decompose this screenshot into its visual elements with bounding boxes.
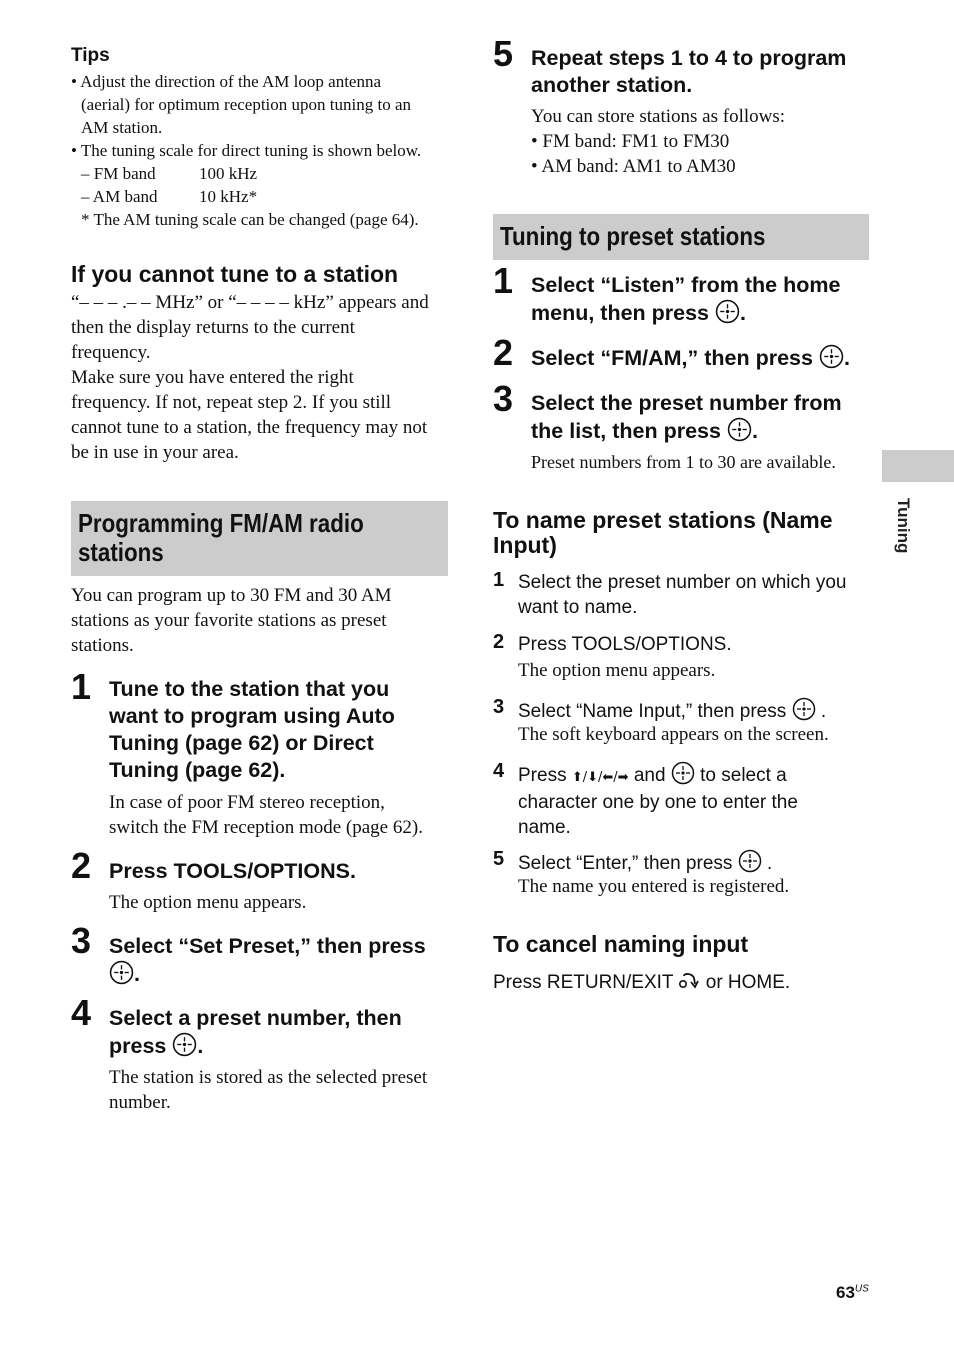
name-step-number-4: 4 (493, 760, 505, 782)
step-1-title: Tune to the station that you want to program using Auto Tuning (page 62) or Direct Tuning (page 62). (109, 677, 395, 782)
enter-button-icon (792, 697, 816, 721)
enter-button-icon (727, 417, 752, 442)
cancel-naming-heading: To cancel naming input (493, 931, 749, 957)
name-step-2-note: The option menu appears. (518, 660, 716, 681)
cancel-naming-text: Press RETURN/EXIT or HOME. (493, 972, 791, 993)
step-5-title: Repeat steps 1 to 4 to program another station. (531, 46, 847, 97)
name-step-2-text: Press TOOLS/OPTIONS. (518, 634, 732, 655)
name-step-number-1: 1 (493, 569, 505, 591)
preset-step-1-title: Select “Listen” from the home menu, then press . (531, 273, 841, 325)
name-preset-heading: To name preset stations (Name Input) (493, 507, 833, 558)
name-step-5-text: Select “Enter,” then press . (518, 849, 772, 876)
preset-step-number-1: 1 (493, 260, 514, 301)
tuning-scale-am: – AM band 10 kHz* (81, 187, 258, 206)
preset-step-2-title: Select “FM/AM,” then press . (531, 346, 850, 370)
step-2-title: Press TOOLS/OPTIONS. (109, 859, 356, 883)
programming-section-header: Programming FM/AM radio stations (71, 501, 448, 576)
arrow-keys-icon: ⬆/⬇/⬅/➡ (571, 770, 629, 785)
step-4-title: Select a preset number, then press . (109, 1006, 402, 1058)
name-step-3-note: The soft keyboard appears on the screen. (518, 724, 829, 745)
enter-button-icon (738, 849, 762, 873)
name-step-number-3: 3 (493, 696, 505, 718)
step-4-note: The station is stored as the selected preset number. (109, 1067, 428, 1113)
step-number-5: 5 (493, 33, 514, 74)
name-step-3-text: Select “Name Input,” then press . (518, 697, 826, 724)
step-3-title: Select “Set Preset,” then press . (109, 934, 426, 986)
preset-step-3-title: Select the preset number from the list, then press . (531, 391, 842, 443)
page-number: $63^{US}$ (836, 1283, 869, 1302)
name-step-5-note: The name you entered is registered. (518, 876, 790, 897)
tuning-scale-fm: – FM band 100 kHz (81, 164, 258, 183)
tip-bullet-2: • The tuning scale for direct tuning is shown below. (71, 141, 422, 160)
tip-bullet-1-line-1: • Adjust the direction of the AM loop antenna (71, 72, 382, 91)
tip-bullet-1-line-3: AM station. (81, 118, 163, 137)
step-5-note: You can store stations as follows: • FM band: FM1 to FM30 • AM band: AM1 to AM30 (531, 106, 786, 177)
tip-bullet-1-line-2: (aerial) for optimum reception upon tuning to an (81, 95, 411, 114)
enter-button-icon (109, 960, 134, 985)
step-number-1: 1 (71, 666, 92, 707)
step-2-note: The option menu appears. (109, 892, 307, 913)
side-section-label: Tuning (894, 498, 913, 554)
name-step-number-2: 2 (493, 631, 505, 653)
preset-step-number-2: 2 (493, 332, 514, 373)
enter-button-icon (172, 1032, 197, 1057)
name-step-4-text: Press ⬆/⬇/⬅/➡ and to select a character one by one to enter the name. (518, 761, 878, 840)
step-number-3: 3 (71, 920, 92, 961)
tips-heading: Tips (71, 45, 110, 66)
enter-button-icon (715, 299, 740, 324)
enter-button-icon (819, 344, 844, 369)
preset-step-number-3: 3 (493, 378, 514, 419)
cannot-tune-body: “– – – .– – MHz” or “– – – – kHz” appears and then the display returns to the current frequency. Make sure you have entered the right frequency. If not, repeat step 2. If you still cannot tune to a station, the frequency may not be in use in your area. (71, 292, 429, 463)
preset-step-3-note: Preset numbers from 1 to 30 are available. (531, 452, 836, 472)
step-number-4: 4 (71, 992, 92, 1033)
name-step-1-text: Select the preset number on which you want to name. (518, 572, 847, 618)
enter-button-icon (671, 761, 695, 785)
programming-intro: You can program up to 30 FM and 30 AM stations as your favorite stations as preset stations. (71, 585, 392, 656)
tuning-preset-section-header: Tuning to preset stations (493, 214, 869, 260)
name-step-number-5: 5 (493, 848, 505, 870)
cannot-tune-heading: If you cannot tune to a station (71, 261, 399, 287)
tip-footnote: * The AM tuning scale can be changed (page 64). (81, 210, 419, 229)
step-number-2: 2 (71, 845, 92, 886)
tips-list (71, 70, 451, 231)
step-1-note: In case of poor FM stereo reception, switch the FM reception mode (page 62). (109, 792, 423, 838)
side-tab-marker (882, 450, 954, 482)
return-icon (678, 972, 700, 990)
